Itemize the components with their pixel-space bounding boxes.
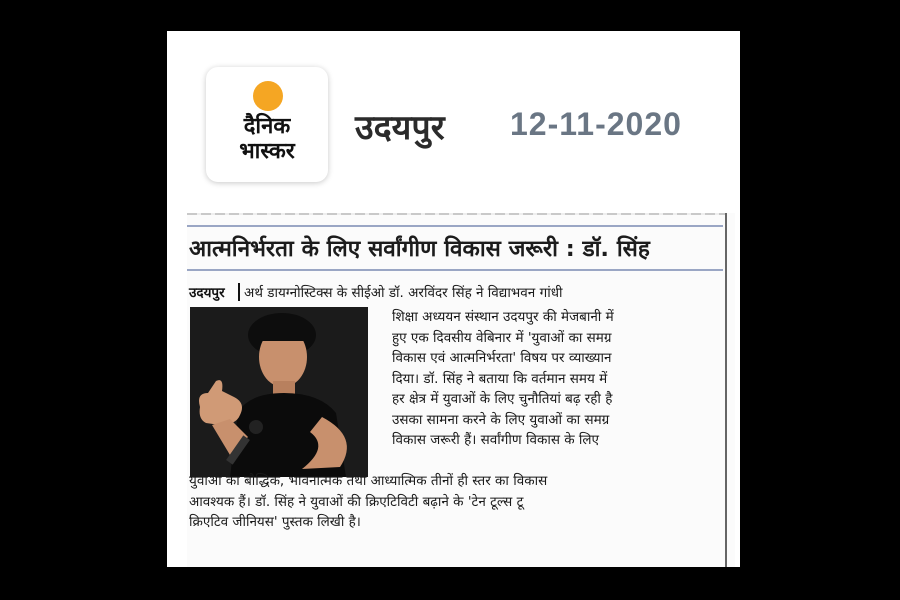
body-line: क्रिएटिव जीनियस' पुस्तक लिखी है। xyxy=(189,514,361,530)
body-line: शिक्षा अध्ययन संस्थान उदयपुर की मेजबानी में xyxy=(392,309,614,325)
headline-rule xyxy=(187,269,723,271)
sun-icon xyxy=(253,81,283,111)
article-body-full xyxy=(189,471,726,533)
city-label: उदयपुर xyxy=(355,108,445,148)
body-line: आवश्यक हैं। डॉ. सिंह ने युवाओं की क्रिएटिविटी बढ़ाने के 'टेन टूल्स टू xyxy=(189,493,524,510)
logo-line1: दैनिक xyxy=(243,114,291,139)
body-line: हुए एक दिवसीय वेबिनार में 'युवाओं का समग्र xyxy=(392,329,612,346)
logo-line2: भास्कर xyxy=(239,139,295,164)
newspaper-clipping xyxy=(187,213,735,567)
body-line: हर क्षेत्र में युवाओं के लिए चुनौतियां बढ़ रही है xyxy=(392,391,613,407)
clip-top-edge xyxy=(187,213,727,215)
dateline-divider xyxy=(238,283,240,301)
dainik-bhaskar-logo xyxy=(206,67,328,182)
article-dateline: उदयपुर xyxy=(189,285,225,301)
body-line: विकास एवं आत्मनिर्भरता' विषय पर व्याख्यान xyxy=(392,350,612,366)
date-label: 12-11-2020 xyxy=(510,106,682,142)
article-first-line: अर्थ डायग्नोस्टिक्स के सीईओ डॉ. अरविंदर सिंह ने विद्याभवन गांधी xyxy=(244,285,563,301)
body-line: विकास जरूरी हैं। सर्वांगीण विकास के लिए xyxy=(392,432,600,448)
speaker-thumbs-up-image xyxy=(190,307,368,477)
speaker-photo xyxy=(190,307,368,477)
body-line: युवाओं का बौद्धिक, भावनात्मक तथा आध्यात्मिक तीनों ही स्तर का विकास xyxy=(189,473,548,489)
clipping-card xyxy=(167,31,740,567)
body-line: दिया। डॉ. सिंह ने बताया कि वर्तमान समय में xyxy=(392,370,608,387)
body-line: उसका सामना करने के लिए युवाओं का समग्र xyxy=(392,411,610,428)
clip-top-rule xyxy=(187,225,723,227)
article-body-wrap xyxy=(392,307,726,451)
article-headline: आत्मनिर्भरता के लिए सर्वांगीण विकास जरूरी : डॉ. सिंह xyxy=(189,236,650,262)
